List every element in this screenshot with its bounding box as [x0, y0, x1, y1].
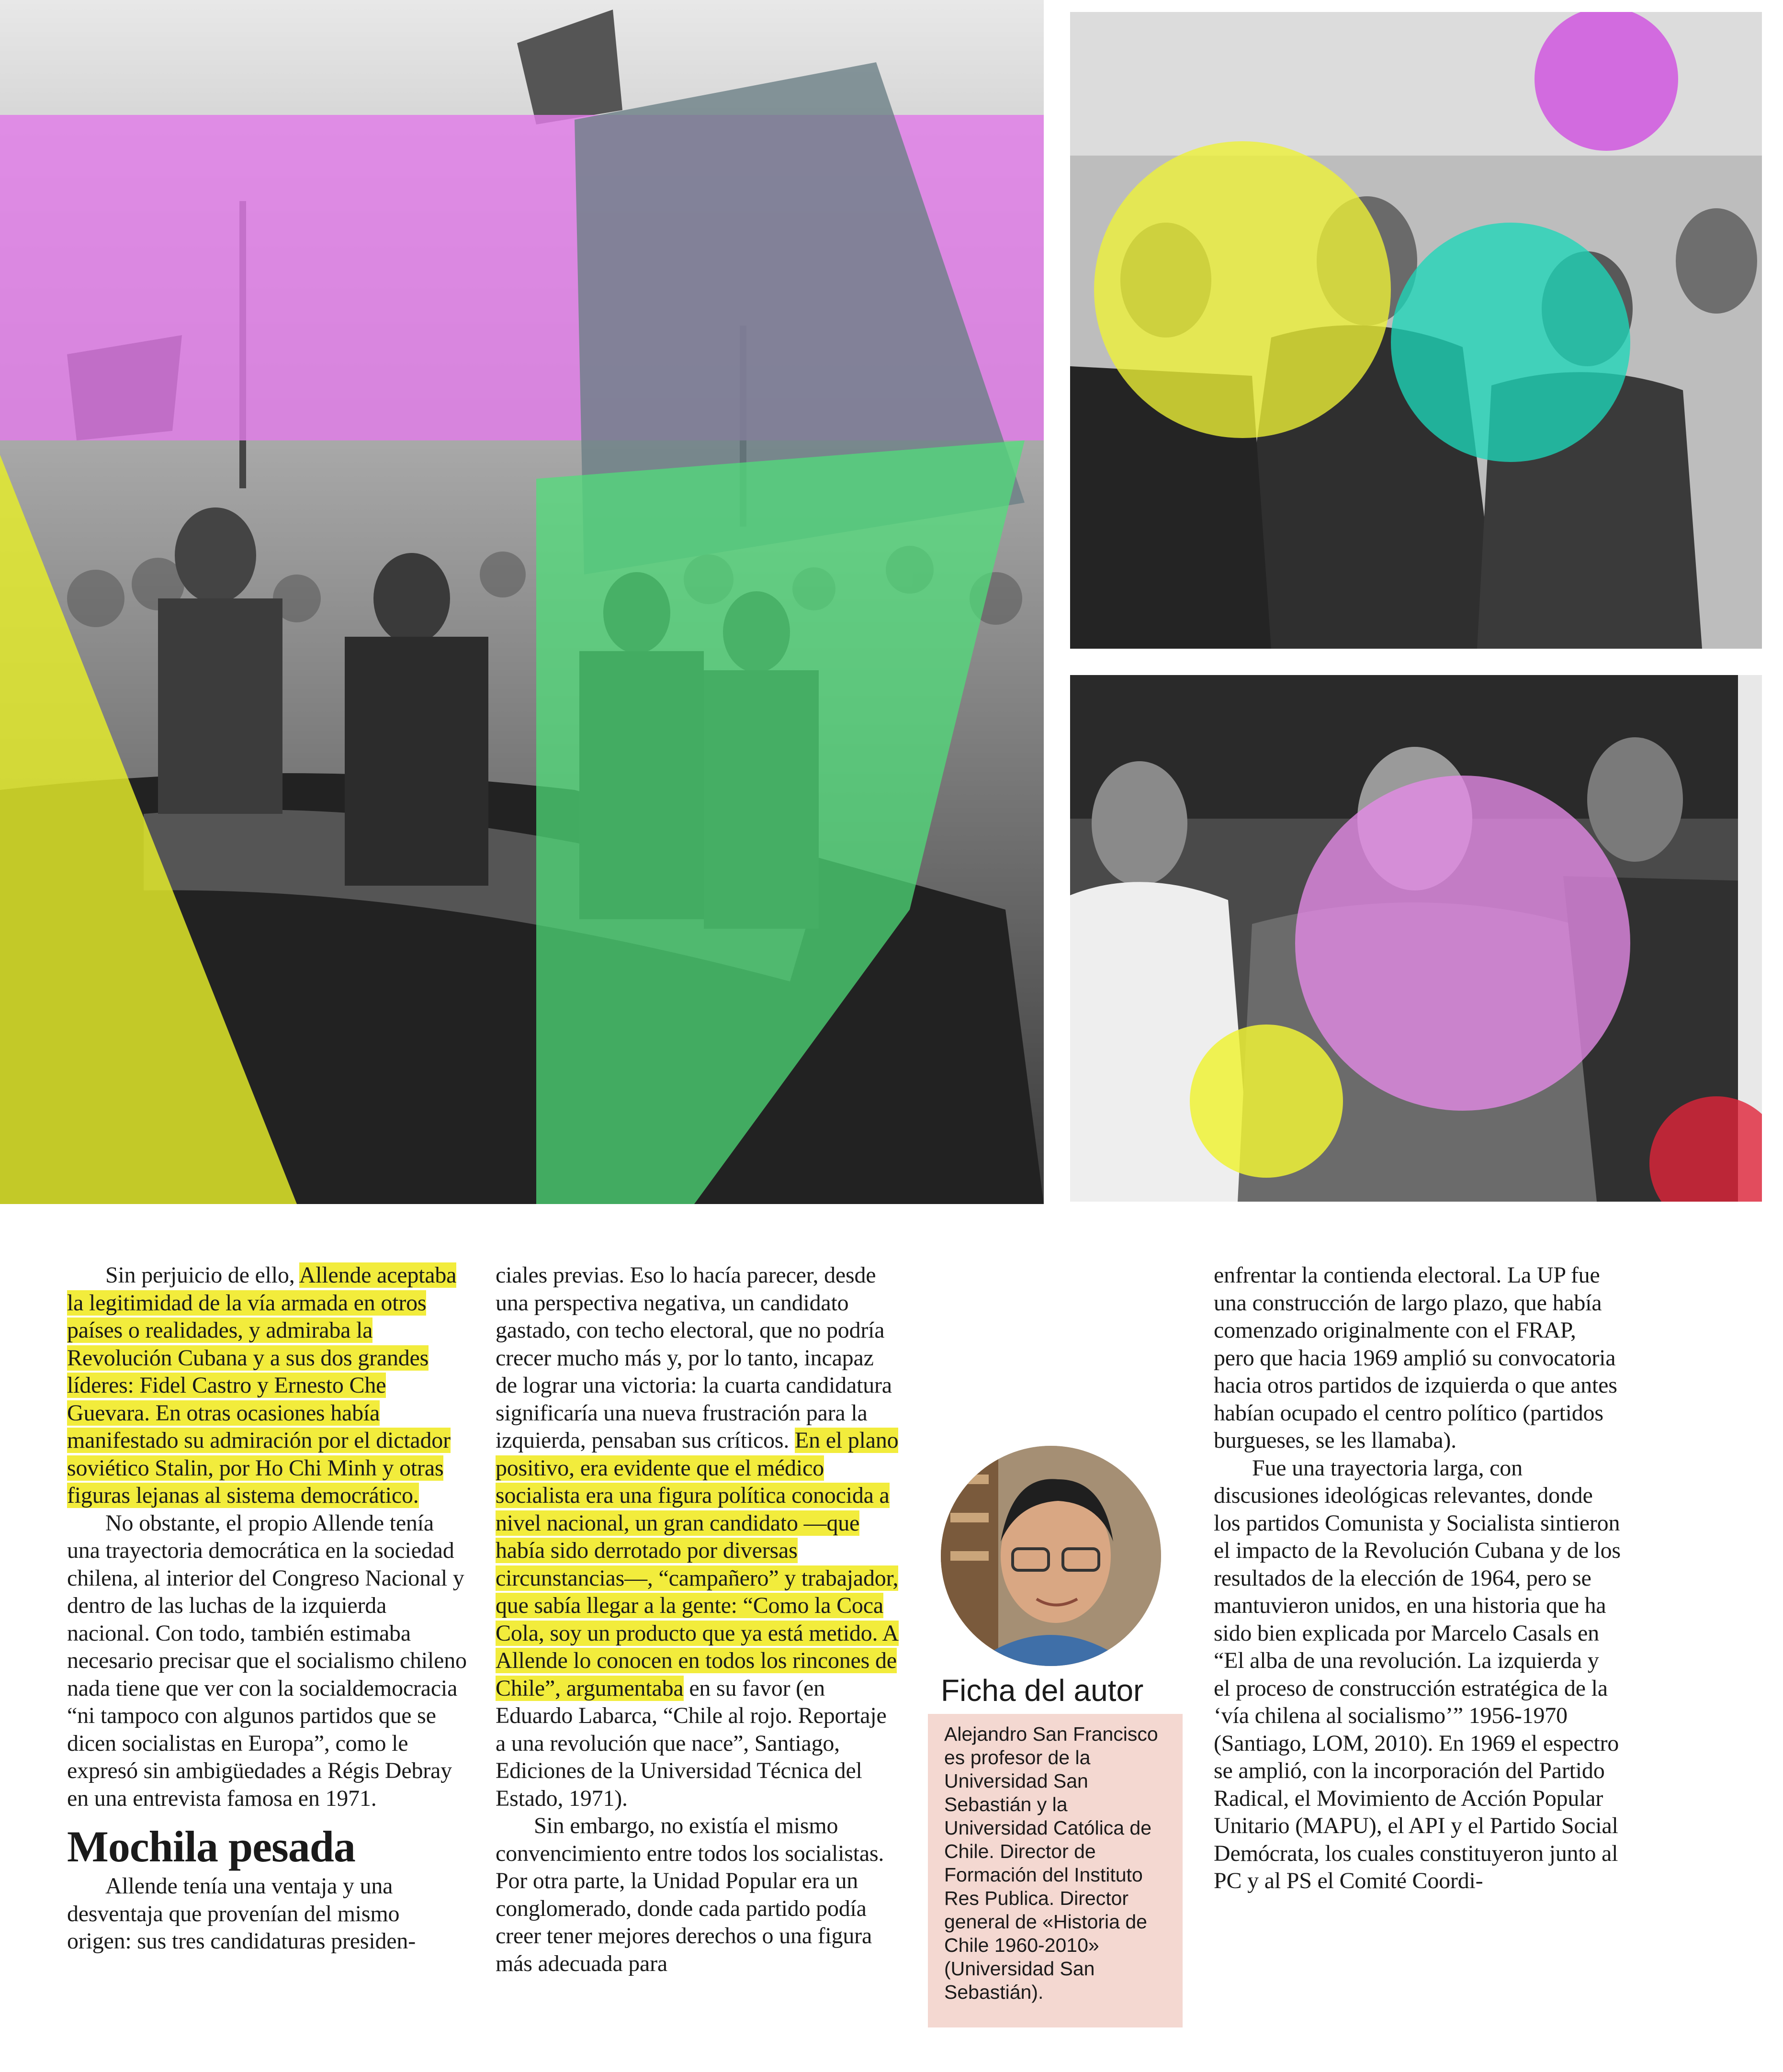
top-right-image [1070, 12, 1762, 649]
author-box [928, 1714, 1183, 2027]
paragraph-3: Allende tenía una ventaja y una desventaja que provenían del mismo origen: sus tres candidaturas presiden- [67, 1873, 416, 1954]
paragraph-6: enfrentar la contienda electoral. La UP fue una construcción de largo plazo, que había comenzado originalmente con el FRAP, pero que hacia 1969 amplió su convocatoria hacia otros partidos de izquierda o que antes habían ocupado el centro político (partidos burgueses, se les llamaba). [1214, 1262, 1617, 1453]
paragraph-1: Sin perjuicio de ello, Allende aceptaba la legitimidad de la vía armada en otros países o realidades, y admiraba la Revolución Cubana y a sus dos grandes líderes: Fidel Castro y Ernesto Che Guevara. En otras ocasiones había manifestado su admiración por el dictador soviético Stalin, por Ho Chi Minh y otras figuras lejanas al sistema democrático. [67, 1262, 457, 1508]
column-3 [1214, 1261, 1621, 1895]
bottom-right-image [1070, 675, 1762, 1202]
paragraph-4: ciales previas. Eso lo hacía parecer, desde una perspectiva negativa, un candidato gastado, con techo electoral, que no podría crecer mucho más y, por lo tanto, incapaz de lograr una victoria: la cuarta candidatura significaría una nueva frustración para la izquierda, pensaban sus críticos. En el plano positivo, era evidente que el médico socialista era una figura política conocida a nivel nacional, un gran candidato —que había sido derrotado por diversas circunstancias—, “campañero” y trabajador, que sabía llegar a la gente: “Como la Coca Cola, soy un producto que ya está metido. A Allende lo conocen en todos los rincones de Chile”, argumentaba en su favor (en Eduardo Labarca, “Chile al rojo. Reportaje a una revolución que nace”, Santiago, Ediciones de la Universidad Técnica del Estado, 1971). [496, 1262, 899, 1811]
author-box-title: Ficha del autor [941, 1673, 1144, 1708]
main-collage-image [0, 0, 1044, 1204]
paragraph-7: Fue una trayectoria larga, con discusiones ideológicas relevantes, donde los partidos Comunista y Socialista sintieron el impacto de la Revolución Cubana y de los resultados de la elección de 1964, pero se mantuvieron unidos, en una historia que ha sido bien explicada por Marcelo Casals en “El alba de una revolución. La izquierda y el proceso de construcción estratégica de la ‘vía chilena al socialismo’” 1956-1970 (Santiago, LOM, 2010). En 1969 el espectro se amplió, con la incorporación del Partido Radical, el Movimiento de Acción Popular Unitario (MAPU), el API y el Partido Social Demócrata, los cuales constituyeron junto al PC y al PS el Comité Coordi- [1214, 1455, 1621, 1893]
author-box-text: Alejandro San Francisco es profesor de la Universidad San Sebastián y la Universidad Católica de Chile. Director de Formación del Instituto Res Publica. Director general de «Historia de Chile 1960-2010» (Universidad San Sebastián). [944, 1723, 1158, 2003]
main-collage-graphic [0, 0, 1044, 1204]
author-portrait-graphic [941, 1446, 1161, 1666]
author-photo [941, 1446, 1161, 1666]
paragraph-5: Sin embargo, no existía el mismo convencimiento entre todos los socialistas. Por otra parte, la Unidad Popular era un conglomerado, donde cada partido podía creer tener mejores derechos o una figura más adecuada para [496, 1813, 884, 1976]
column-2 [496, 1261, 900, 1977]
paragraph-2: No obstante, el propio Allende tenía una trayectoria democrática en la sociedad chilena, al interior del Congreso Nacional y dentro de las luchas de la izquierda nacional. Con todo, también estimaba necesario precisar que el socialismo chileno nada tiene que ver con la socialdemocracia “ni tampoco con algunos partidos que se dicen socialistas en Europa”, como le expresó sin ambigüedades a Régis Debray en una entrevista famosa en 1971. [67, 1510, 467, 1811]
highlight: En el plano positivo, era evidente que el médico socialista era una figura política conocida a nivel nacional, un gran candidato —que había sido derrotado por diversas circunstancias—, “campañero” y trabajador, que sabía llegar a la gente: “Como la Coca Cola, soy un producto que ya está metido. A Allende lo conocen en todos los rincones de Chile”, argumentaba [496, 1428, 899, 1701]
bottom-right-graphic [1070, 675, 1762, 1202]
section-heading: Mochila pesada [67, 1822, 355, 1871]
highlight: Allende aceptaba la legitimidad de la vía armada en otros países o realidades, y admiraba la Revolución Cubana y a sus dos grandes líderes: Fidel Castro y Ernesto Che Guevara. En otras ocasiones había manifestado su admiración por el dictador soviético Stalin, por Ho Chi Minh y otras figuras lejanas al sistema democrático. [67, 1262, 457, 1508]
top-right-graphic [1070, 12, 1762, 649]
column-1 [67, 1261, 467, 1955]
